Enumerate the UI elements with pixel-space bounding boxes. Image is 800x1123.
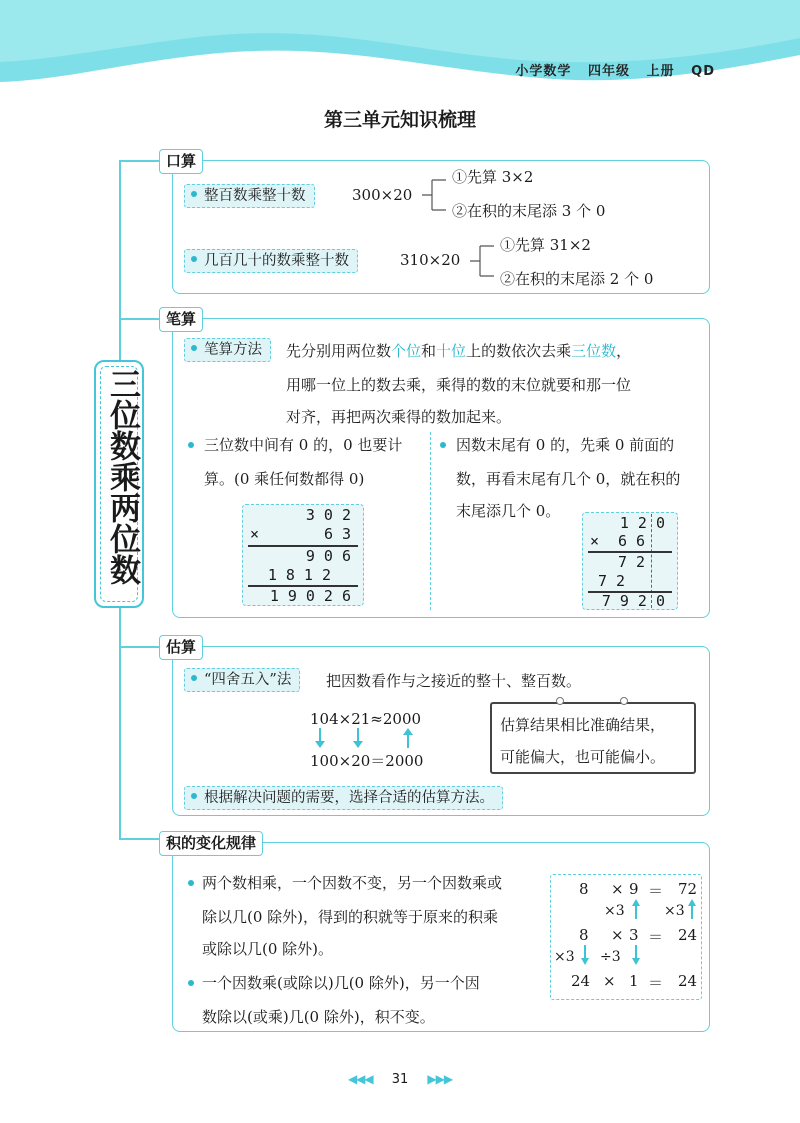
ex-r1-op: × bbox=[611, 880, 624, 898]
header-subject: 小学数学 bbox=[515, 64, 572, 79]
ex-r2-b: 3 bbox=[629, 926, 639, 944]
ex-r2-c: 24 bbox=[678, 926, 698, 944]
ex-r3-a: 24 bbox=[571, 972, 591, 990]
calc2-sign: × bbox=[590, 532, 609, 550]
oral-tag-2-label: 几百几十的数乘整十数 bbox=[204, 253, 349, 269]
unit-title: 三位数乘两位数 bbox=[104, 368, 140, 585]
highlight-tens: 十位 bbox=[436, 342, 467, 360]
ex-r1-a: 8 bbox=[579, 880, 589, 898]
estimate-rule-tag-label: “四舍五入”法 bbox=[204, 672, 292, 688]
bullet-icon bbox=[188, 442, 194, 448]
ex-r3-b: 1 bbox=[629, 972, 639, 990]
oral-tag-1-label: 整百数乘整十数 bbox=[204, 188, 306, 204]
product-tab: 积的变化规律 bbox=[159, 831, 263, 856]
product-rule1-line3: 或除以几(0 除外)。 bbox=[202, 940, 334, 958]
bullet-icon bbox=[191, 793, 197, 799]
ex-r1-eq: ＝ bbox=[648, 882, 664, 900]
calc2-partial1: 72 bbox=[617, 553, 654, 571]
calc2-result: 7920 bbox=[601, 592, 674, 610]
calc1-multiplier: 63 bbox=[323, 525, 360, 543]
ex-r1-c: 72 bbox=[678, 880, 698, 898]
product-rule1-line1: 两个数相乘，一个因数不变，另一个因数乘或 bbox=[202, 874, 503, 892]
estimate-expr-top: 104×21≈2000 bbox=[310, 710, 422, 728]
ex-r3-eq: ＝ bbox=[648, 974, 664, 992]
bullet-icon bbox=[188, 880, 194, 886]
estimate-note-line1: 估算结果相比准确结果， bbox=[500, 716, 666, 734]
estimate-arrows bbox=[310, 726, 430, 750]
ring-icon bbox=[556, 697, 564, 705]
estimate-rule-tag bbox=[184, 668, 300, 692]
oral-step-2b: ②在积的末尾添 2 个 0 bbox=[500, 270, 654, 288]
estimate-expr-bottom: 100×20＝2000 bbox=[310, 752, 424, 770]
written-method-line3: 对齐，再把两次乘得的数加起来。 bbox=[286, 408, 512, 426]
page-number: 31 bbox=[391, 1072, 409, 1087]
bullet-icon bbox=[191, 345, 197, 351]
ex-op-1: ×3 bbox=[604, 903, 625, 919]
header-wave bbox=[0, 0, 800, 95]
product-rule2-line1: 一个因数乘(或除以)几(0 除外)，另一个因 bbox=[202, 974, 480, 992]
calc2-partial2: 72 bbox=[597, 572, 634, 590]
bullet-icon bbox=[191, 191, 197, 197]
oral-tag-2 bbox=[184, 249, 358, 273]
ex-r1-b: 9 bbox=[629, 880, 639, 898]
calc1-sign: × bbox=[250, 525, 269, 543]
calc1-partial2: 1812 bbox=[267, 566, 340, 584]
down-arrow-icon bbox=[580, 944, 590, 966]
header-volume: 上册 bbox=[646, 64, 675, 79]
bullet-icon bbox=[191, 675, 197, 681]
header-grade: 四年级 bbox=[587, 64, 630, 79]
calc2-multiplier: 66 bbox=[617, 532, 654, 550]
bullet-icon bbox=[188, 980, 194, 986]
bullet-icon bbox=[191, 256, 197, 262]
estimate-tip-label: 根据解决问题的需要，选择合适的估算方法。 bbox=[204, 790, 494, 806]
up-arrow-icon bbox=[687, 898, 697, 920]
ex-r2-eq: ＝ bbox=[648, 928, 664, 946]
written-right-line3: 末尾添几个 0。 bbox=[456, 502, 561, 520]
oral-expr-2: 310×20 bbox=[400, 251, 461, 269]
oral-expr-1: 300×20 bbox=[352, 186, 413, 204]
oral-tab: 口算 bbox=[159, 149, 203, 174]
written-right-line1: 因数末尾有 0 的，先乘 0 前面的 bbox=[456, 436, 675, 454]
oral-tag-1 bbox=[184, 184, 315, 208]
footer bbox=[0, 1068, 800, 1087]
ex-op-2: ×3 bbox=[664, 903, 685, 919]
oral-bracket-2 bbox=[468, 242, 498, 280]
header-info bbox=[515, 60, 715, 79]
ex-r3-c: 24 bbox=[678, 972, 698, 990]
highlight-three-digit: 三位数 bbox=[571, 342, 617, 360]
up-arrow-icon bbox=[631, 898, 641, 920]
product-rule1-line2: 除以几(0 除外)，得到的积就等于原来的积乘 bbox=[202, 908, 499, 926]
written-method-tag-label: 笔算方法 bbox=[204, 342, 262, 358]
written-left-line1: 三位数中间有 0 的，0 也要计 bbox=[204, 436, 403, 454]
estimate-note-line2: 可能偏大，也可能偏小。 bbox=[500, 748, 666, 766]
page-title: 第三单元知识梳理 bbox=[323, 109, 476, 131]
oral-bracket-1 bbox=[420, 176, 450, 214]
calc1-partial1: 906 bbox=[305, 547, 360, 565]
ex-op-4: ÷3 bbox=[600, 949, 621, 965]
product-rule2-line2: 数除以(或乘)几(0 除外)，积不变。 bbox=[202, 1008, 435, 1026]
estimate-tab: 估算 bbox=[159, 635, 203, 660]
estimate-rule-text: 把因数看作与之接近的整十、整百数。 bbox=[326, 672, 582, 690]
calc1-result: 19026 bbox=[269, 587, 360, 605]
ex-r3-op: × bbox=[603, 972, 616, 990]
left-arrows-icon: ◀◀◀ bbox=[347, 1072, 373, 1086]
ex-r2-op: × bbox=[611, 926, 624, 944]
highlight-ones: 个位 bbox=[391, 342, 422, 360]
written-method-line1: 先分别用两位数个位和十位上的数依次去乘三位数， bbox=[286, 342, 632, 360]
written-right-line2: 数，再看末尾有几个 0，就在积的 bbox=[456, 470, 681, 488]
right-arrows-icon: ▶▶▶ bbox=[427, 1072, 453, 1086]
written-left-line2: 算。(0 乘任何数都得 0) bbox=[204, 470, 365, 488]
written-divider bbox=[430, 432, 431, 610]
unit-title-box bbox=[94, 360, 144, 608]
oral-step-1b: ②在积的末尾添 3 个 0 bbox=[452, 202, 606, 220]
header-edition: QD bbox=[691, 64, 715, 79]
calc2-top: 120 bbox=[619, 514, 674, 532]
written-tab: 笔算 bbox=[159, 307, 203, 332]
oral-step-2a: ①先算 31×2 bbox=[500, 236, 591, 254]
calc1-top: 302 bbox=[305, 506, 360, 524]
down-arrow-icon bbox=[631, 944, 641, 966]
written-method-tag bbox=[184, 338, 271, 362]
ring-icon bbox=[620, 697, 628, 705]
ex-r2-a: 8 bbox=[579, 926, 589, 944]
oral-step-1a: ①先算 3×2 bbox=[452, 168, 534, 186]
bullet-icon bbox=[440, 442, 446, 448]
written-method-line2: 用哪一位上的数去乘，乘得的数的末位就要和那一位 bbox=[286, 376, 632, 394]
ex-op-3: ×3 bbox=[554, 949, 575, 965]
estimate-tip-tag bbox=[184, 786, 503, 810]
